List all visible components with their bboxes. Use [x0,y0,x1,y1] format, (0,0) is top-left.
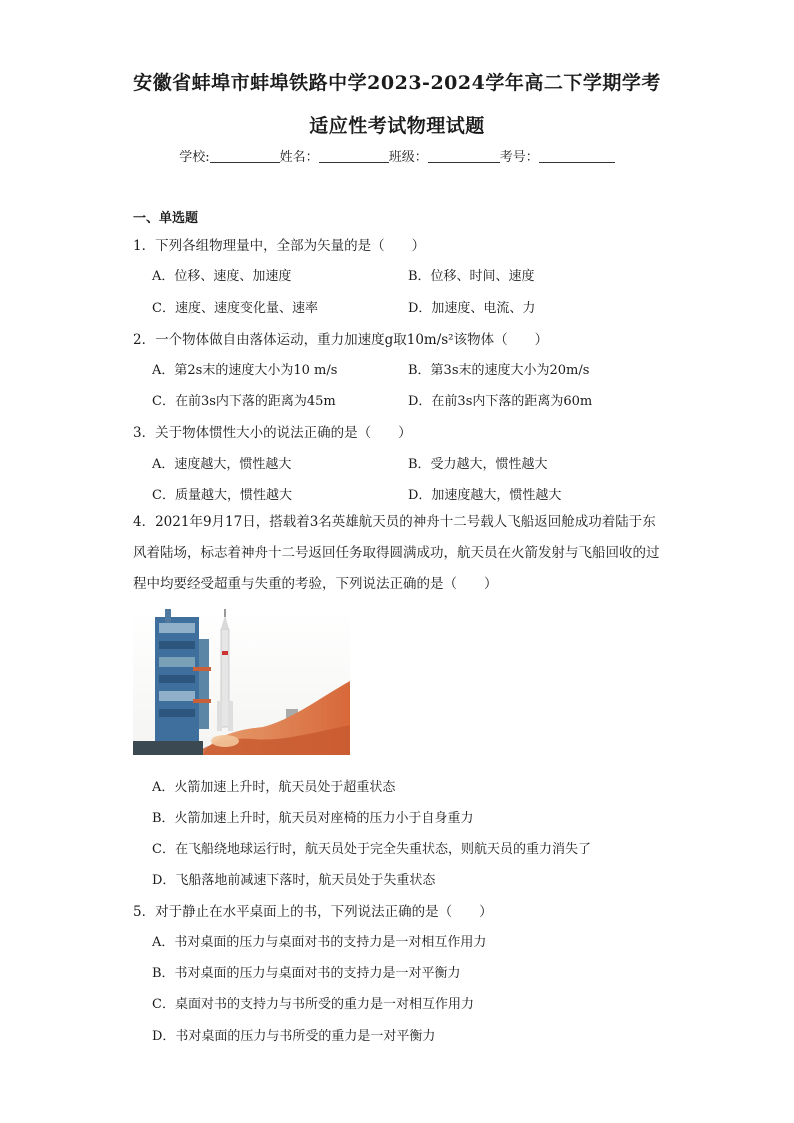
q1-option-d: D．加速度、电流、力 [408,301,536,316]
exam-title-line2: 适应性考试物理试题 [309,115,485,137]
name-label: 姓名： [279,150,319,165]
q1-option-c: C．速度、速度变化量、速率 [152,301,318,316]
q1-option-a: A．位移、速度、加速度 [152,269,292,284]
class-label: 班级： [388,150,428,165]
q5-option-a: A．书对桌面的压力与桌面对书的支持力是一对相互作用力 [152,935,487,950]
exam-title-line1: 安徽省蚌埠市蚌埠铁路中学2023-2024学年高二下学期学考 [133,72,661,94]
q4-option-a: A．火箭加速上升时，航天员处于超重状态 [152,780,396,795]
question-4: 4．2021年9月17日，搭载着3名英雄航天员的神舟十二号载人飞船返回舱成功着陆于东风着陆场，标志着神舟十二号返回任务取得圆满成功，航天员在火箭发射与飞船回收的过程中均要经受超重与失重的考验，下列说法正确的是（ ） [133,514,660,592]
q2-option-b: B．第3s末的速度大小为20m/s [408,363,590,378]
rocket-launch-photo [133,609,350,755]
school-label: 学校: [179,150,210,165]
question-1: 1．下列各组物理量中，全部为矢量的是（ ） [133,238,426,254]
student-info-line [0,146,794,165]
q2-option-a: A．第2s末的速度大小为10 m/s [152,363,338,378]
rocket-launch-illustration [133,609,350,755]
question-5: 5．对于静止在水平桌面上的书，下列说法正确的是（ ） [133,904,493,920]
q3-option-a: A．速度越大，惯性越大 [152,457,292,472]
question-2: 2．一个物体做自由落体运动，重力加速度g取10m/s²该物体（ ） [133,332,549,348]
section-heading: 一、单选题 [133,211,199,226]
q3-option-b: B．受力越大，惯性越大 [408,457,548,472]
q3-option-c: C．质量越大，惯性越大 [152,488,292,503]
q1-option-b: B．位移、时间、速度 [408,269,535,284]
number-blank [539,150,615,163]
q2-option-d: D．在前3s内下落的距离为60m [408,394,593,409]
q4-option-b: B．火箭加速上升时，航天员对座椅的压力小于自身重力 [152,811,474,826]
number-label: 考号： [499,150,539,165]
q5-option-d: D．书对桌面的压力与书所受的重力是一对平衡力 [152,1029,436,1044]
question-3: 3．关于物体惯性大小的说法正确的是（ ） [133,425,412,441]
name-blank [319,150,389,163]
q5-option-b: B．书对桌面的压力与桌面对书的支持力是一对平衡力 [152,966,461,981]
q4-option-c: C．在飞船绕地球运行时，航天员处于完全失重状态，则航天员的重力消失了 [152,842,591,857]
q5-option-c: C．桌面对书的支持力与书所受的重力是一对相互作用力 [152,997,474,1012]
class-blank [428,150,500,163]
q2-option-c: C．在前3s内下落的距离为45m [152,394,336,409]
q3-option-d: D．加速度越大，惯性越大 [408,488,562,503]
q4-option-d: D．飞船落地前减速下落时，航天员处于失重状态 [152,873,436,888]
school-blank [210,150,280,163]
